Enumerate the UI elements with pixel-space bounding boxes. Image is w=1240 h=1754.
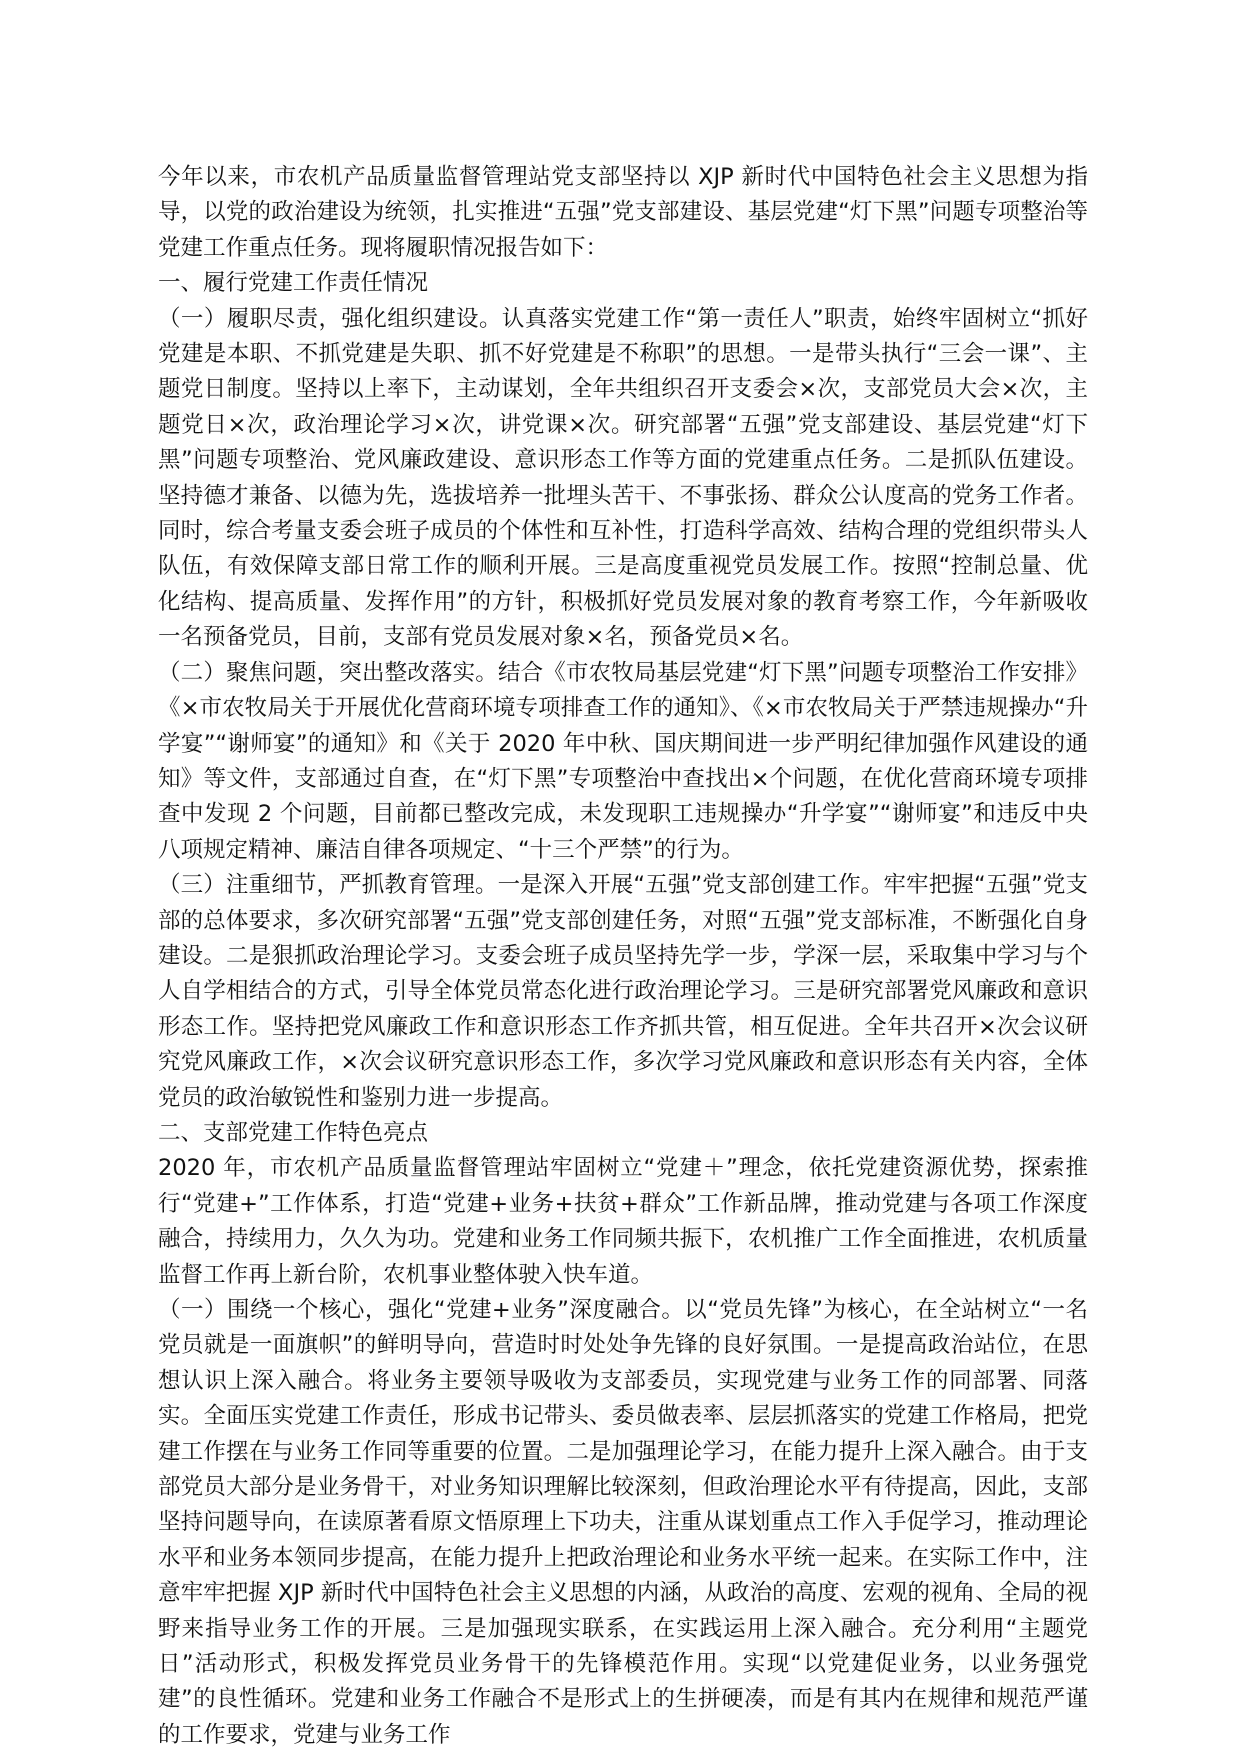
intro-paragraph: 今年以来，市农机产品质量监督管理站党支部坚持以 XJP 新时代中国特色社会主义思想为指导，以党的政治建设为统领，扎实推进“五强”党支部建设、基层党建“灯下黑”问题专项整治等党建工作重点任务。现将履职情况报告如下： [158,164,1088,261]
subsection-paragraph-1-2: （二）聚焦问题，突出整改落实。结合《市农牧局基层党建“灯下黑”问题专项整治工作安排》《×市农牧局关于开展优化营商环境专项排查工作的通知》、《×市农牧局关于严禁违规操办“升学宴”“谢师宴”的通知》和《关于 2020 年中秋、国庆期间进一步严明纪律加强作风建设的通知》等文件，支部通过自查，在“灯下黑”专项整治中查找出×个问题，在优化营商环境专项排查中发现 2 个问题，目前都已整改完成，未发现职工违规操办“升学宴”“谢师宴”和违反中央八项规定精神、廉洁自律各项规定、“十三个严禁”的行为。 [158,659,1088,863]
subsection-paragraph-2-1: （一）围绕一个核心，强化“党建+业务”深度融合。以“党员先锋”为核心，在全站树立“一名党员就是一面旗帜”的鲜明导向，营造时时处处争先锋的良好氛围。一是提高政治站位，在思想认识上深入融合。将业务主要领导吸收为支部委员，实现党建与业务工作的同部署、同落实。全面压实党建工作责任，形成书记带头、委员做表率、层层抓落实的党建工作格局，把党建工作摆在与业务工作同等重要的位置。二是加强理论学习，在能力提升上深入融合。由于支部党员大部分是业务骨干，对业务知识理解比较深刻，但政治理论水平有待提高，因此，支部坚持问题导向，在读原著看原文悟原理上下功夫，注重从谋划重点工作入手促学习，推动理论水平和业务本领同步提高，在能力提升上把政治理论和业务水平统一起来。在实际工作中，注意牢牢把握 XJP 新时代中国特色社会主义思想的内涵，从政治的高度、宏观的视角、全局的视野来指导业务工作的开展。三是加强现实联系，在实践运用上深入融合。充分利用“主题党日”活动形式，积极发挥党员业务骨干的先锋模范作用。实现“以党建促业务，以业务强党建”的良性循环。党建和业务工作融合不是形式上的生拼硬凑，而是有其内在规律和规范严谨的工作要求，党建与业务工作 [158,1297,1088,1748]
section-heading-2: 二、支部党建工作特色亮点 [158,1119,429,1146]
document-body [158,160,1088,1753]
subsection-paragraph-1-1: （一）履职尽责，强化组织建设。认真落实党建工作“第一责任人”职责，始终牢固树立“抓好党建是本职、不抓党建是失职、抓不好党建是不称职”的思想。一是带头执行“三会一课”、主题党日制度。坚持以上率下，主动谋划，全年共组织召开支委会×次，支部党员大会×次，主题党日×次，政治理论学习×次，讲党课×次。研究部署“五强”党支部建设、基层党建“灯下黑”问题专项整治、党风廉政建设、意识形态工作等方面的党建重点任务。二是抓队伍建设。坚持德才兼备、以德为先，选拔培养一批埋头苦干、不事张扬、群众公认度高的党务工作者。同时，综合考量支委会班子成员的个体性和互补性，打造科学高效、结构合理的党组织带头人队伍，有效保障支部日常工作的顺利开展。三是高度重视党员发展工作。按照“控制总量、优化结构、提高质量、发挥作用”的方针，积极抓好党员发展对象的教育考察工作，今年新吸收一名预备党员，目前，支部有党员发展对象×名，预备党员×名。 [158,305,1088,651]
section-2-intro-paragraph: 2020 年，市农机产品质量监督管理站牢固树立“党建＋”理念，依托党建资源优势，探索推行“党建+”工作体系，打造“党建+业务+扶贫+群众”工作新品牌，推动党建与各项工作深度融合，持续用力，久久为功。党建和业务工作同频共振下，农机推广工作全面推进，农机质量监督工作再上新台阶，农机事业整体驶入快车道。 [158,1155,1088,1288]
section-heading-1: 一、履行党建工作责任情况 [158,270,429,297]
subsection-paragraph-1-3: （三）注重细节，严抓教育管理。一是深入开展“五强”党支部创建工作。牢牢把握“五强”党支部的总体要求，多次研究部署“五强”党支部创建任务，对照“五强”党支部标准，不断强化自身建设。二是狠抓政治理论学习。支委会班子成员坚持先学一步，学深一层，采取集中学习与个人自学相结合的方式，引导全体党员常态化进行政治理论学习。三是研究部署党风廉政和意识形态工作。坚持把党风廉政工作和意识形态工作齐抓共管，相互促进。全年共召开×次会议研究党风廉政工作，×次会议研究意识形态工作，多次学习党风廉政和意识形态有关内容，全体党员的政治敏锐性和鉴别力进一步提高。 [158,872,1088,1111]
